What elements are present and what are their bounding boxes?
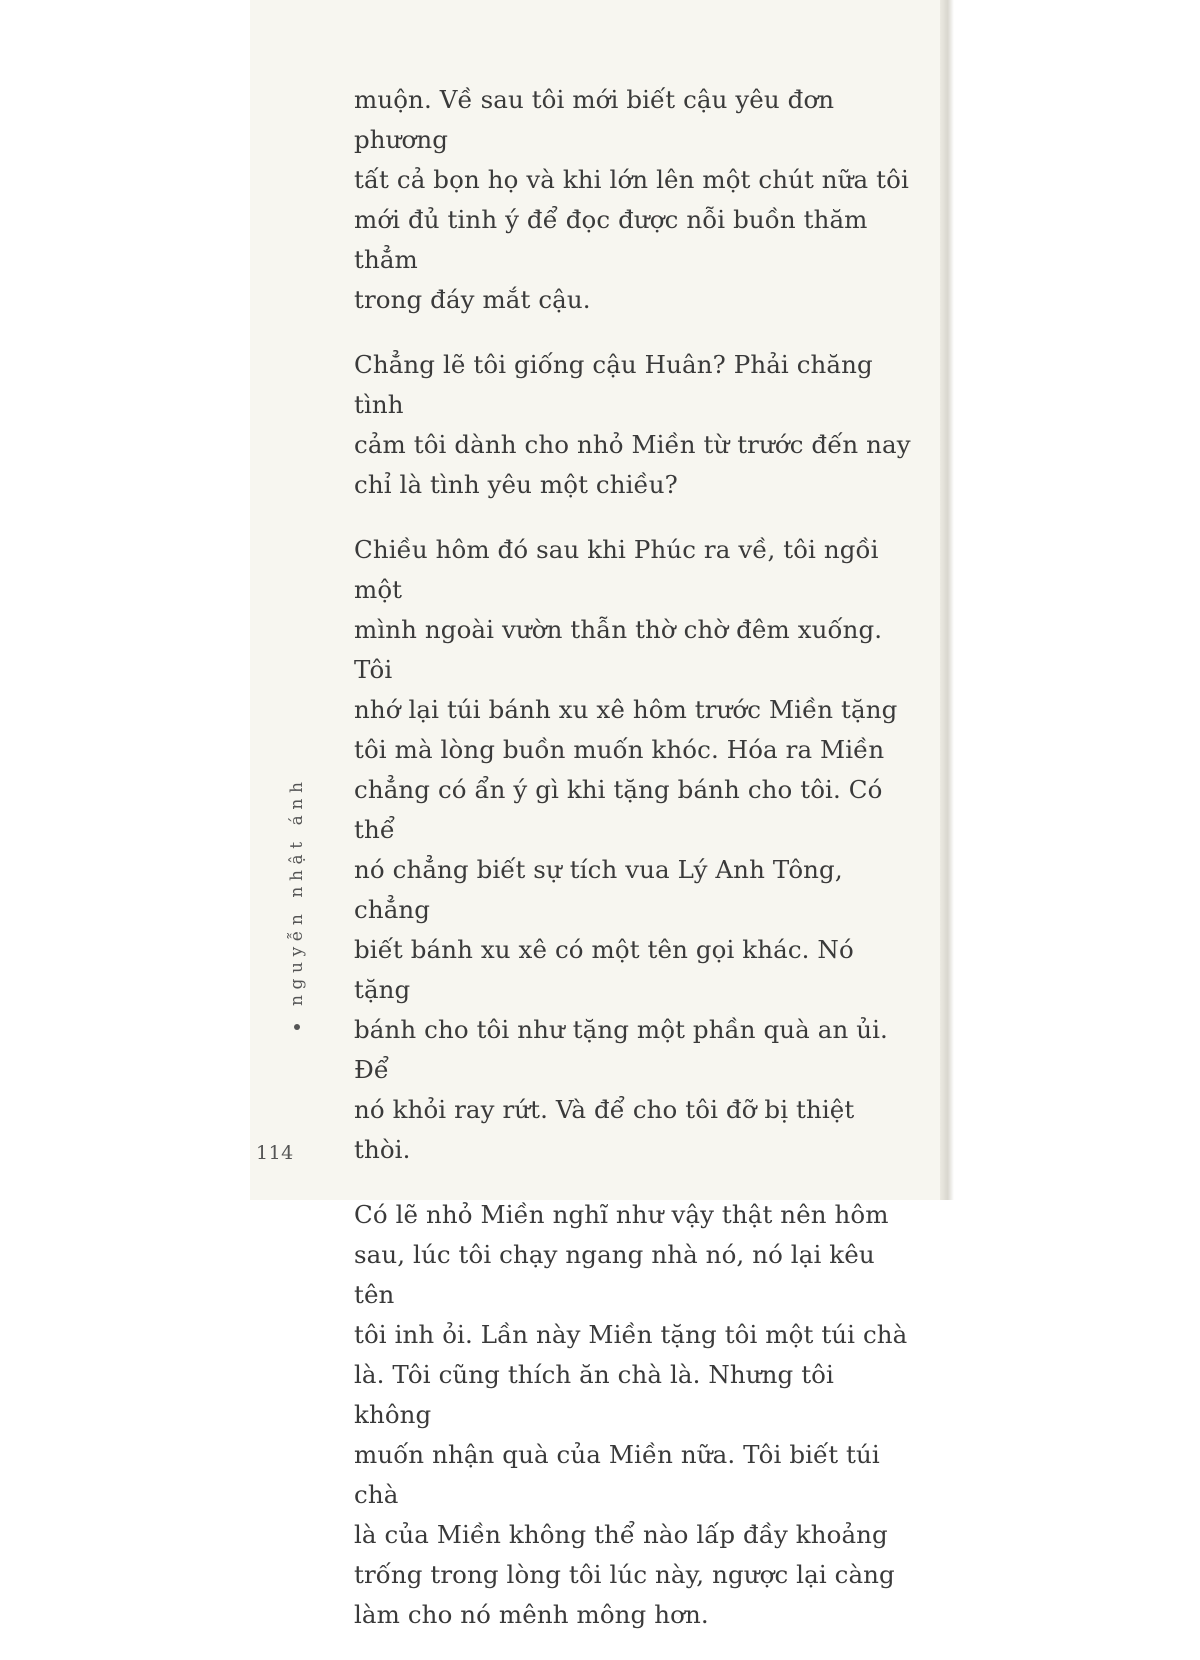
page-edge-shadow — [940, 0, 954, 1200]
running-head — [287, 777, 307, 1031]
paragraph-2: Chẳng lẽ tôi giống cậu Huân? Phải chăng tình cảm tôi dành cho nhỏ Miền từ trước đến nay chỉ là tình yêu một chiều? — [354, 350, 911, 499]
paragraph-3: Chiều hôm đó sau khi Phúc ra về, tôi ngồi một mình ngoài vườn thẫn thờ chờ đêm xuống. Tôi nhớ lại túi bánh xu xê hôm trước Miền tặng tôi mà lòng buồn muốn khóc. Hóa ra Miền chẳng có ẩn ý gì khi tặng bánh cho tôi. Có thể nó chẳng biết sự tích vua Lý Anh Tông, chẳng biết bánh xu xê có một tên gọi khác. Nó tặng bánh cho tôi như tặng một phần quà an ủi. Để nó khỏi ray rứt. Và để cho tôi đỡ bị thiệt thòi. — [354, 535, 898, 1164]
body-text — [354, 80, 914, 1660]
paragraph-1: muộn. Về sau tôi mới biết cậu yêu đơn phương tất cả bọn họ và khi lớn lên một chút nữa tôi mới đủ tinh ý để đọc được nỗi buồn thăm thẳm trong đáy mắt cậu. — [354, 85, 909, 314]
page-number: 114 — [256, 1142, 294, 1164]
author-name: nguyễn nhật ánh — [287, 776, 307, 1006]
bullet-dot-icon — [294, 1024, 300, 1030]
paragraph-4: Có lẽ nhỏ Miền nghĩ như vậy thật nên hôm sau, lúc tôi chạy ngang nhà nó, nó lại kêu tên tôi inh ỏi. Lần này Miền tặng tôi một túi chà là. Tôi cũng thích ăn chà là. Nhưng tôi không muốn nhận quà của Miền nữa. Tôi biết túi chà là của Miền không thể nào lấp đầy khoảng trống trong lòng tôi lúc này, ngược lại càng làm cho nó mênh mông hơn. — [354, 1200, 908, 1629]
